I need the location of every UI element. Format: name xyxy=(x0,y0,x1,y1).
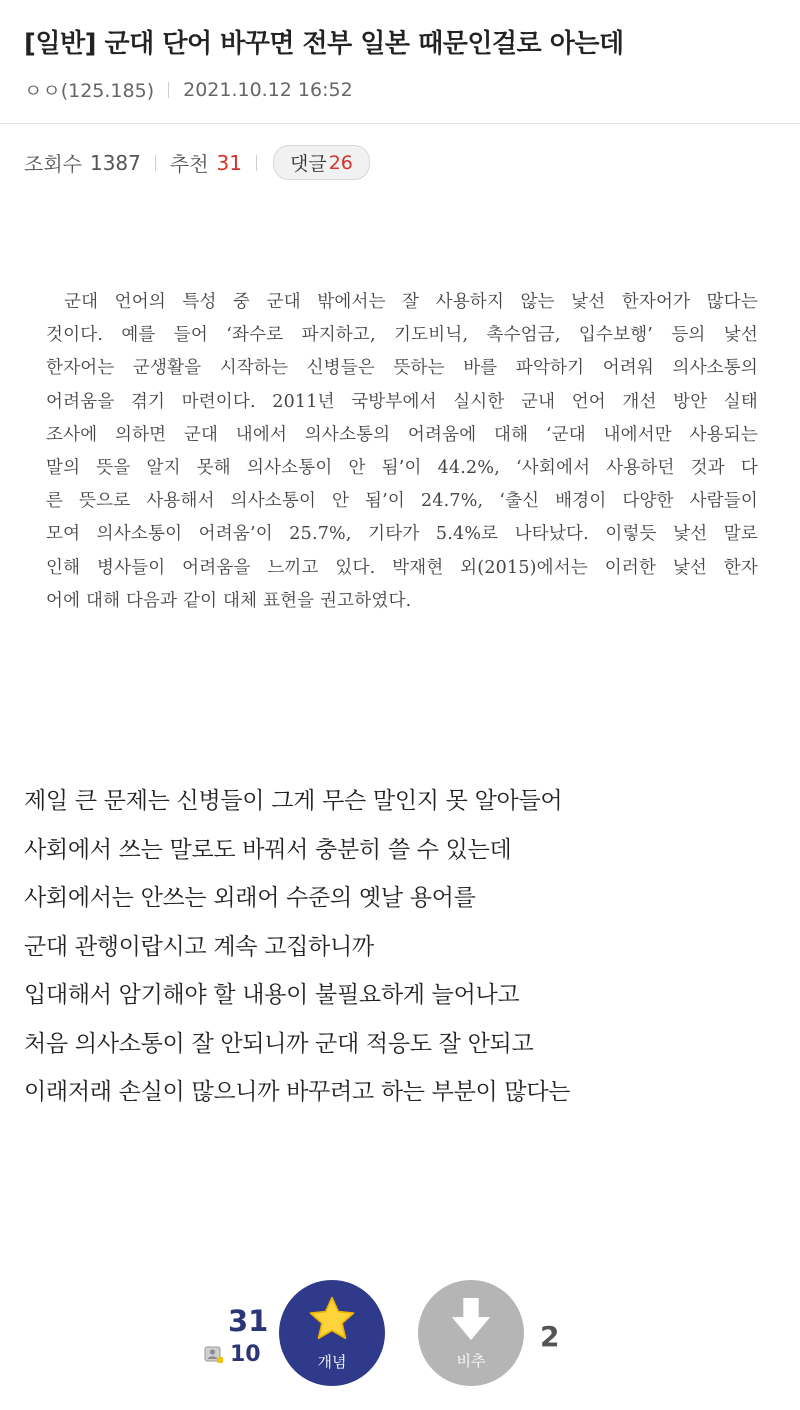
scan-line: 인해 병사들이 어려움을 느끼고 있다. 박재현 외(2015)에서는 이러한 낯선 한자 xyxy=(46,557,758,578)
body-line: 제일 큰 문제는 신병들이 그게 무슨 말인지 못 알아들어 xyxy=(24,788,563,814)
nonrecommend-button[interactable] xyxy=(418,1280,524,1386)
body-line: 이래저래 손실이 많으니까 바꾸려고 하는 부분이 많다는 xyxy=(24,1079,571,1105)
body-line: 군대 관행이랍시고 계속 고집하니까 xyxy=(24,933,374,960)
recommend-count: 31 xyxy=(228,1304,269,1338)
down-arrow-icon xyxy=(448,1296,494,1348)
scan-line: 것이다. 예를 들어 ‘좌수로 파지하고, 기도비닉, 촉수엄금, 입수보행’ 등의 낯선 xyxy=(46,325,758,346)
recommend-stat-count: 31 xyxy=(216,150,242,175)
scan-line: 말의 뜻을 알지 못해 의사소통이 안 됨’이 44.2%, ‘사회에서 사용하던 것과 다 xyxy=(46,458,758,479)
comment-button[interactable] xyxy=(273,145,370,180)
body-line: 입대해서 암기해야 할 내용이 불필요하게 늘어나고 xyxy=(24,982,520,1008)
author-name[interactable]: ㅇㅇ(125.185) xyxy=(24,80,155,102)
scan-line: 한자어는 군생활을 시작하는 신병들은 뜻하는 바를 파악하기 어려워 의사소통의 xyxy=(46,358,758,379)
scan-line: 어려움을 겪기 마련이다. 2011년 국방부에서 실시한 군내 언어 개선 방안 실태 xyxy=(46,391,758,412)
body-line: 사회에서는 안쓰는 외래어 수준의 옛날 용어를 xyxy=(24,885,476,911)
vote-area xyxy=(0,1278,800,1388)
meta-divider xyxy=(168,82,169,98)
recommend-label: 추천 xyxy=(169,152,209,176)
post-title: [일반] 군대 단어 바꾸면 전부 일본 때문인걸로 아는데 xyxy=(24,29,624,59)
views-count: 1387 xyxy=(89,150,141,175)
body-line: 사회에서 쓰는 말로도 바꿔서 충분히 쓸 수 있는데 xyxy=(24,836,512,863)
post-stats xyxy=(24,145,370,180)
post-header xyxy=(0,0,800,103)
fixed-count: 10 xyxy=(230,1342,261,1367)
fixed-recommend-row xyxy=(204,1342,261,1367)
stats-divider xyxy=(155,155,156,171)
post-meta xyxy=(24,76,776,103)
views-label: 조회수 xyxy=(24,152,82,176)
stats-divider xyxy=(256,155,257,171)
recommend-button[interactable] xyxy=(279,1280,385,1386)
scanned-text-image xyxy=(46,286,758,618)
comment-label: 댓글 xyxy=(289,153,327,175)
nonrecommend-button-label: 비추 xyxy=(456,1351,486,1370)
scan-line: 군대 언어의 특성 중 군대 밖에서는 잘 사용하지 않는 낯선 한자어가 많다는 xyxy=(64,292,758,312)
nonrecommend-count: 2 xyxy=(540,1320,560,1353)
star-icon xyxy=(306,1295,358,1349)
body-line: 처음 의사소통이 잘 안되니까 군대 적응도 잘 안되고 xyxy=(24,1030,534,1057)
fixed-user-icon xyxy=(204,1345,224,1365)
post-body xyxy=(24,777,570,1117)
scan-line: 어에 대해 다음과 같이 대체 표현을 권고하였다. xyxy=(46,590,412,611)
recommend-button-label: 개념 xyxy=(317,1352,347,1371)
scan-line: 모여 의사소통이 어려움’이 25.7%, 기타가 5.4%로 나타났다. 이렇듯 낯선 말로 xyxy=(46,524,758,545)
scan-line: 른 뜻으로 사용해서 의사소통이 안 됨’이 24.7%, ‘출신 배경이 다양한 사람들이 xyxy=(46,491,758,512)
comment-count: 26 xyxy=(328,151,353,174)
scan-line: 조사에 의하면 군대 내에서 의사소통의 어려움에 대해 ‘군대 내에서만 사용되는 xyxy=(46,424,758,445)
header-divider xyxy=(0,123,800,124)
post-datetime: 2021.10.12 16:52 xyxy=(183,78,353,101)
